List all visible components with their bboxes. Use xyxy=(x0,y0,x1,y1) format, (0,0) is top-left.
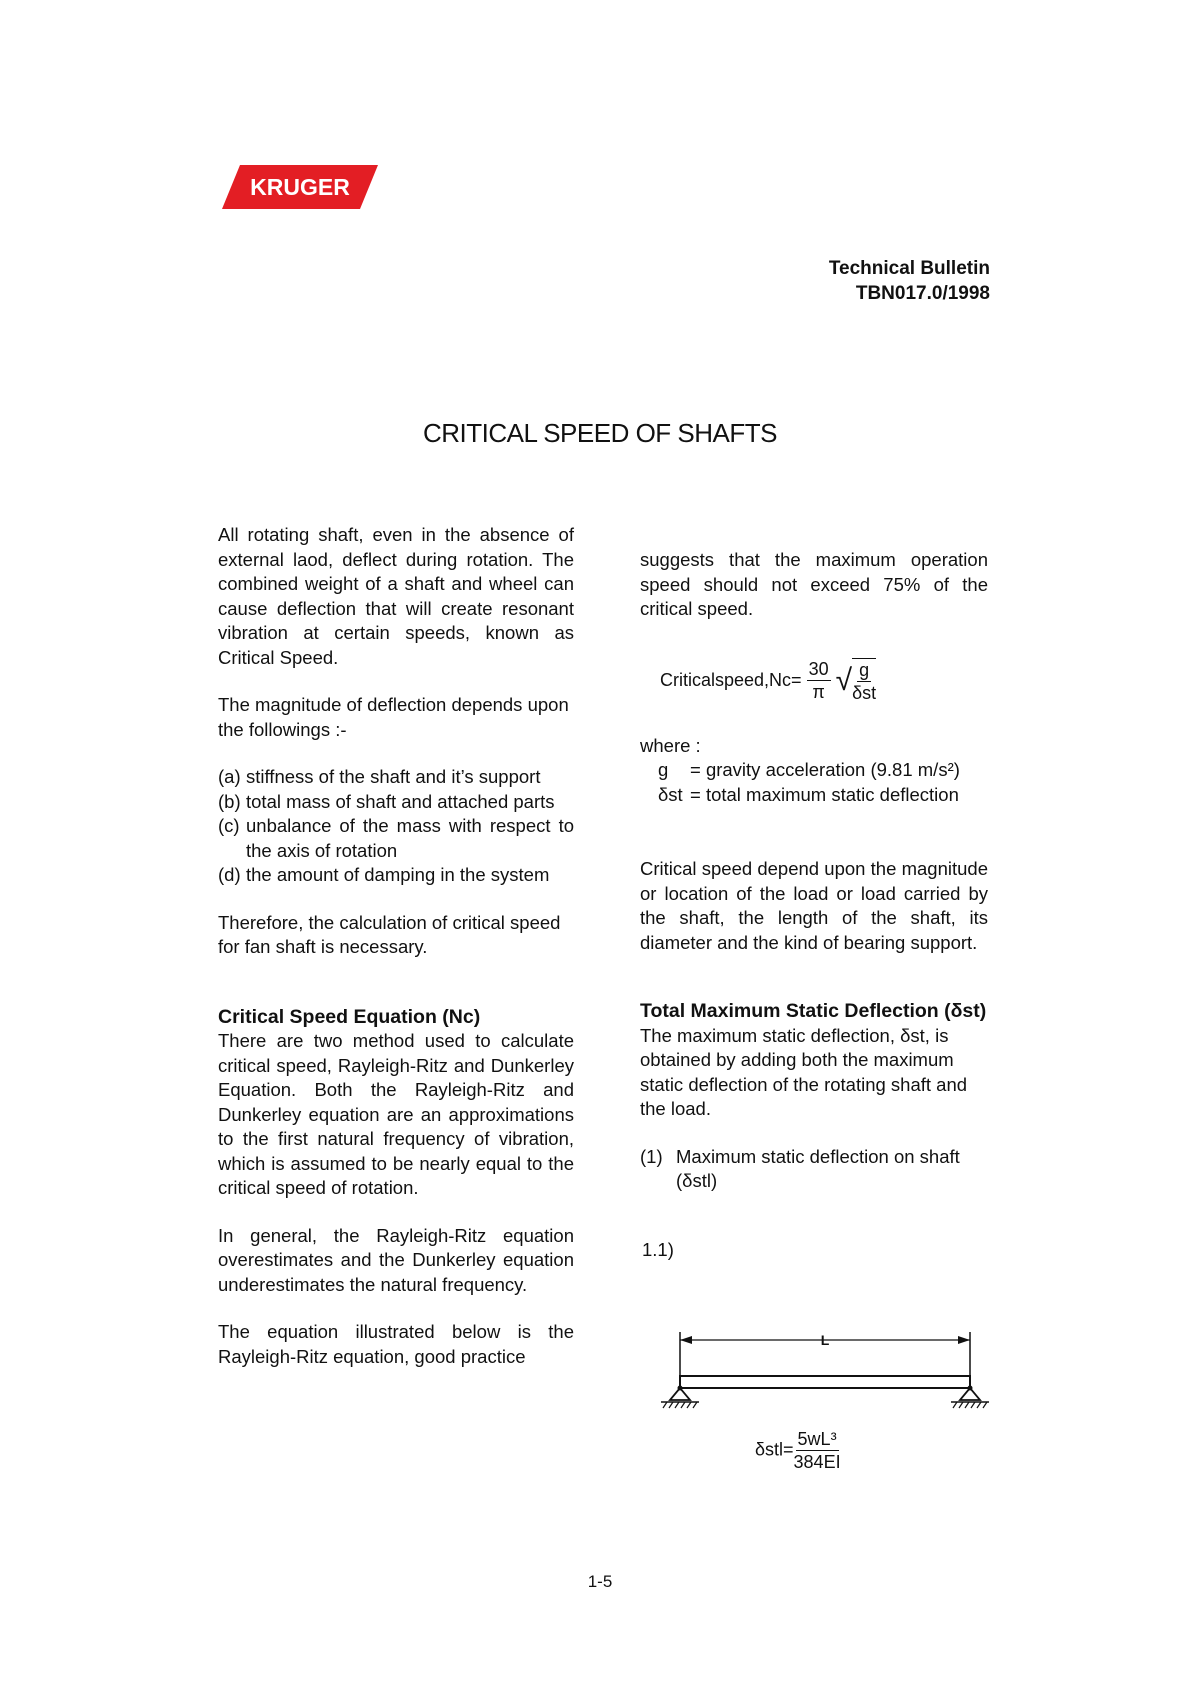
beam-diagram xyxy=(655,1318,995,1410)
bulletin-number: TBN017.0/1998 xyxy=(855,283,990,304)
page-number: 1-5 xyxy=(587,1572,613,1591)
continued-paragraph: suggests that the maximum operation speed should not exceed 75% of the critical speed. xyxy=(640,549,988,619)
bulletin-title: Technical Bulletin xyxy=(828,258,990,279)
formula-fraction: $\frac{30}{\pi}$ xyxy=(808,659,829,702)
intro-paragraph: All rotating shaft, even in the absence of external laod, deflect during rotation. The combined weight of a shaft and wheel can cause deflection that will create resonant vibration at certain speeds, known as Critical Speed. xyxy=(218,524,574,668)
bulletin-header xyxy=(829,256,990,306)
right-column xyxy=(640,548,988,1262)
therefore-paragraph: Therefore, the calculation of critical speed for fan shaft is necessary. xyxy=(218,911,561,957)
case-label: 1.1) xyxy=(642,1238,674,1260)
methods-paragraph: There are two method used to calculate critical speed, Rayleigh-Ritz and Dunkerley Equation. Both the Rayleigh-Ritz and Dunkerley equation are an approximations to the first natural frequency of vibration, which is assumed to be nearly equal to the critical speed of rotation. xyxy=(218,1030,574,1198)
square-root-icon: √ xyxy=(835,663,853,697)
list-item: (a) stiffness of the shaft and it’s support xyxy=(218,766,541,787)
magnitude-paragraph: The magnitude of deflection depends upon the followings :- xyxy=(218,694,569,740)
radicand-fraction: $\frac{g}{\text{δst}}$ xyxy=(852,659,877,703)
deflection-fraction: $\frac{\text{5wL³}}{384EI}$ xyxy=(793,1429,841,1472)
dimension-arrow-right xyxy=(958,1336,970,1344)
logo-text: KRUGER xyxy=(250,174,350,200)
general-paragraph: In general, the Rayleigh-Ritz equation overestimates and the Dunkerley equation underestimates the natural frequency. xyxy=(218,1224,574,1295)
where-item: g = gravity acceleration (9.81 m/s²) xyxy=(658,759,960,780)
static-deflection-heading: Total Maximum Static Deflection (δst) xyxy=(640,1000,987,1022)
deflection-formula xyxy=(755,1428,841,1473)
kruger-logo xyxy=(222,165,378,209)
deflection-prefix: δstl= xyxy=(755,1439,794,1460)
factors-list xyxy=(218,765,574,888)
formula-prefix: Criticalspeed,Nc= xyxy=(660,669,802,690)
where-item: δst = total maximum static deflection xyxy=(658,783,959,805)
left-column xyxy=(218,523,574,1369)
depend-paragraph: Critical speed depend upon the magnitude or location of the load or load carried by the shaft, the length of the shaft, its diameter and the kind of bearing support. xyxy=(640,858,988,953)
static-paragraph: The maximum static deflection, δst, is obtained by adding both the maximum static deflection of the rotating shaft and the load. xyxy=(640,1024,968,1119)
list-item: (c) unbalance of the mass with respect to the axis of rotation xyxy=(218,815,574,861)
dimension-arrow-left xyxy=(680,1336,692,1344)
illustrated-paragraph: The equation illustrated below is the Rayleigh-Ritz equation, good practice xyxy=(218,1321,574,1367)
where-label: where : xyxy=(640,734,701,756)
enumerated-item: (1) Maximum static deflection on shaft (δstl) xyxy=(640,1145,960,1191)
list-item: (d) the amount of damping in the system xyxy=(218,864,550,885)
critical-speed-heading: Critical Speed Equation (Nc) xyxy=(218,1005,481,1028)
page-title: CRITICAL SPEED OF SHAFTS xyxy=(423,418,777,448)
list-item: (b) total mass of shaft and attached parts xyxy=(218,790,555,812)
critical-speed-formula xyxy=(640,658,988,704)
beam xyxy=(680,1376,970,1388)
beam-length-label: L xyxy=(820,1332,830,1348)
